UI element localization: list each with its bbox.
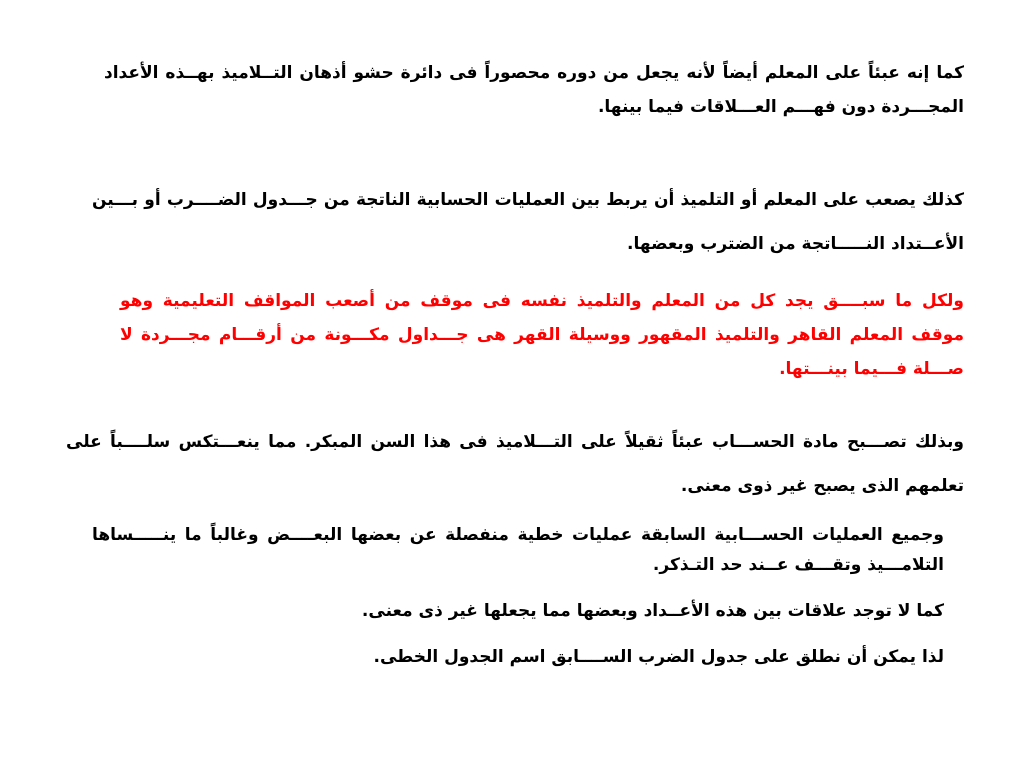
- paragraph-highlighted-conclusion: ولكل ما سبــــق يجد كل من المعلم والتلميذ نفسه فى موقف من أصعب المواقف التعليمية وهو موقف المعلم القاهر والتلميذ المقهور ووسيلة القهر هى جـــداول مكـــونة من أرقـــام مجـــردة لا صـــلة فـــيما بينـــتها.: [120, 291, 964, 379]
- paragraph-teacher-burden: كما إنه عبئاً على المعلم أيضاً لأنه يجعل من دوره محصوراً فى دائرة حشو أذهان التــلاميذ بهــذه الأعداد المجـــردة دون فهـــم العـــلاقات فيما بينها.: [104, 63, 964, 117]
- paragraph-arithmetic-burden: وبذلك تصـــبح مادة الحســـاب عبئاً ثقيلاً على التـــلاميذ فى هذا السن المبكر. مما ينعـــتكس سلــــباً على تعلمهم الذى يصبح غير ذوى معنى.: [66, 432, 964, 496]
- paragraph-linear-table: لذا يمكن أن نطلق على جدول الضرب الســــابق اسم الجدول الخطى.: [373, 647, 944, 667]
- paragraph-linear-operations: وجميع العمليات الحســـابية السابقة عمليات خطية منفصلة عن بعضها البعــــض وغالباً ما ينـــــساها التلامـــيذ وتقـــف عــند حد التـذكر.: [92, 525, 944, 575]
- paragraph-no-relations: كما لا توجد علاقات بين هذه الأعــداد وبعضها مما يجعلها غير ذى معنى.: [361, 601, 944, 621]
- paragraph-linking-difficulty: كذلك يصعب على المعلم أو التلميذ أن يربط بين العمليات الحسابية الناتجة من جـــدول الضــــرب أو بـــين الأعــتداد النـــــاتجة من الضترب وبعضها.: [92, 190, 964, 254]
